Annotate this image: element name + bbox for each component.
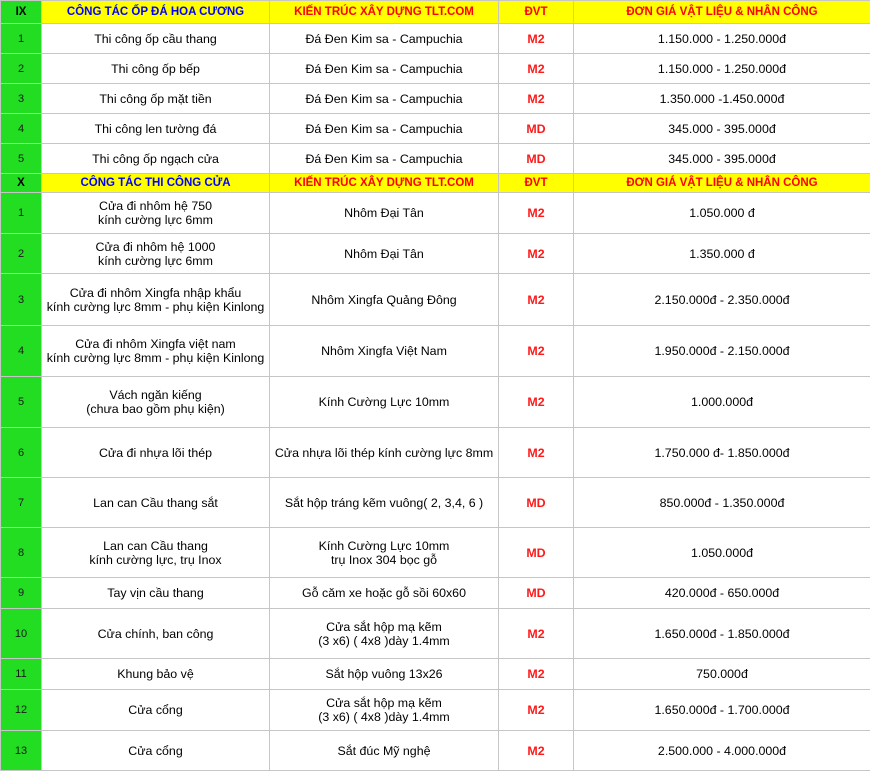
item-unit: M2 — [499, 690, 574, 731]
item-price: 1.150.000 - 1.250.000đ — [574, 24, 870, 54]
row-number: 1 — [1, 24, 42, 54]
item-price: 1.650.000đ - 1.850.000đ — [574, 609, 870, 659]
row-number: 9 — [1, 578, 42, 609]
brand-header: KIẾN TRÚC XÂY DỰNG TLT.COM — [270, 1, 499, 24]
unit-header: ĐVT — [499, 1, 574, 24]
table-row — [1, 274, 870, 326]
table-row — [1, 326, 870, 377]
item-name-line: Thi công len tường đá — [94, 121, 217, 136]
item-name — [42, 528, 270, 578]
item-material — [270, 377, 499, 428]
item-unit: MD — [499, 114, 574, 144]
row-number: 7 — [1, 478, 42, 528]
row-number: 11 — [1, 659, 42, 690]
item-material-line: Kính Cường Lực 10mm — [318, 538, 450, 553]
item-name-line: Cửa chính, ban công — [97, 626, 214, 641]
item-name — [42, 193, 270, 234]
section-number: IX — [1, 1, 42, 24]
item-name-line: Thi công ốp ngạch cửa — [92, 151, 219, 166]
item-price: 420.000đ - 650.000đ — [574, 578, 870, 609]
item-material-line: Sắt hộp tráng kẽm vuông( 2, 3,4, 6 ) — [284, 495, 484, 510]
item-price: 1.050.000đ — [574, 528, 870, 578]
item-unit: M2 — [499, 54, 574, 84]
item-material-line: Sắt đúc Mỹ nghệ — [337, 743, 431, 758]
row-number: 4 — [1, 326, 42, 377]
item-material-line: (3 x6) ( 4x8 )dày 1.4mm — [318, 633, 450, 648]
item-material — [270, 54, 499, 84]
item-material — [270, 144, 499, 174]
row-number: 8 — [1, 528, 42, 578]
table-row — [1, 234, 870, 274]
price-header: ĐƠN GIÁ VẬT LIỆU & NHÂN CÔNG — [574, 1, 870, 24]
item-name — [42, 114, 270, 144]
item-price: 2.500.000 - 4.000.000đ — [574, 731, 870, 771]
row-number: 1 — [1, 193, 42, 234]
item-unit: M2 — [499, 24, 574, 54]
row-number: 5 — [1, 144, 42, 174]
item-name-line: kính cường lực 6mm — [98, 253, 213, 268]
item-material-line: Gỗ căm xe hoặc gỗ sồi 60x60 — [302, 586, 466, 600]
item-name-line: Lan can Cầu thang sắt — [93, 495, 218, 510]
table-row — [1, 84, 870, 114]
item-name-line: Cửa đi nhôm Xingfa việt nam — [75, 337, 236, 351]
item-name-line: Cửa đi nhựa lõi thép — [98, 445, 213, 460]
item-name-line: Cửa cổng — [128, 743, 183, 758]
item-material-line: Cửa nhựa lõi thép kính cường lực 8mm — [274, 445, 494, 460]
item-price: 345.000 - 395.000đ — [574, 114, 870, 144]
item-name-line: Cửa đi nhôm Xingfa nhập khẩu — [69, 285, 242, 300]
item-name-line: Khung bảo vệ — [117, 667, 194, 681]
item-unit: MD — [499, 578, 574, 609]
table-row — [1, 609, 870, 659]
item-name — [42, 731, 270, 771]
item-price: 1.150.000 - 1.250.000đ — [574, 54, 870, 84]
item-name — [42, 428, 270, 478]
item-material-line: (3 x6) ( 4x8 )dày 1.4mm — [318, 710, 450, 724]
table-row — [1, 659, 870, 690]
table-row — [1, 114, 870, 144]
row-number: 2 — [1, 54, 42, 84]
item-name-line: Tay vịn cầu thang — [107, 586, 204, 600]
item-unit: M2 — [499, 731, 574, 771]
item-name-line: Cửa đi nhôm hệ 1000 — [95, 239, 216, 254]
section-title: CÔNG TÁC THI CÔNG CỬA — [42, 174, 270, 193]
item-name-line: Thi công ốp cầu thang — [94, 31, 217, 46]
item-material — [270, 578, 499, 609]
item-material-line: trụ Inox 304 bọc gỗ — [330, 552, 438, 567]
item-name — [42, 478, 270, 528]
section-header-row — [1, 1, 870, 24]
table-row — [1, 478, 870, 528]
item-name — [42, 144, 270, 174]
item-material-line: Nhôm Xingfa Quảng Đông — [311, 292, 457, 307]
item-price: 345.000 - 395.000đ — [574, 144, 870, 174]
item-material — [270, 428, 499, 478]
item-name-line: kính cường lực 8mm - phụ kiện Kinlong — [46, 351, 265, 365]
item-material — [270, 274, 499, 326]
item-material-line: Cửa sắt hộp mạ kẽm — [326, 619, 442, 634]
row-number: 13 — [1, 731, 42, 771]
item-name-line: kính cường lực 6mm — [98, 213, 213, 227]
item-name-line: Cửa đi nhôm hệ 750 — [99, 199, 212, 213]
item-price: 1.050.000 đ — [574, 193, 870, 234]
item-material — [270, 731, 499, 771]
item-name — [42, 274, 270, 326]
item-name-line: Thi công ốp bếp — [111, 61, 200, 76]
row-number: 3 — [1, 274, 42, 326]
item-name — [42, 578, 270, 609]
row-number: 3 — [1, 84, 42, 114]
item-material — [270, 114, 499, 144]
item-name — [42, 84, 270, 114]
item-price: 750.000đ — [574, 659, 870, 690]
item-name-line: Thi công ốp mặt tiền — [99, 91, 212, 106]
item-name — [42, 24, 270, 54]
item-name-line: Cửa cổng — [128, 703, 183, 717]
item-material — [270, 24, 499, 54]
price-header: ĐƠN GIÁ VẬT LIỆU & NHÂN CÔNG — [574, 174, 870, 193]
item-name — [42, 377, 270, 428]
item-material-line: Cửa sắt hộp mạ kẽm — [326, 696, 442, 710]
item-unit: M2 — [499, 234, 574, 274]
item-unit: MD — [499, 528, 574, 578]
row-number: 6 — [1, 428, 42, 478]
item-name — [42, 659, 270, 690]
row-number: 4 — [1, 114, 42, 144]
item-material — [270, 609, 499, 659]
item-price: 1.750.000 đ- 1.850.000đ — [574, 428, 870, 478]
item-name — [42, 690, 270, 731]
table-row — [1, 54, 870, 84]
item-price: 1.650.000đ - 1.700.000đ — [574, 690, 870, 731]
price-table-body — [1, 1, 870, 771]
item-price: 1.350.000 đ — [574, 234, 870, 274]
item-name-line: kính cường lực, trụ Inox — [89, 552, 222, 567]
table-row — [1, 528, 870, 578]
item-material-line: Kính Cường Lực 10mm — [318, 395, 450, 409]
item-material-line: Nhôm Xingfa Việt Nam — [321, 344, 447, 358]
item-material — [270, 659, 499, 690]
table-row — [1, 731, 870, 771]
table-row — [1, 377, 870, 428]
item-unit: M2 — [499, 659, 574, 690]
brand-header: KIẾN TRÚC XÂY DỰNG TLT.COM — [270, 174, 499, 193]
unit-header: ĐVT — [499, 174, 574, 193]
section-title: CÔNG TÁC ỐP ĐÁ HOA CƯƠNG — [42, 1, 270, 24]
item-name-line: Lan can Cầu thang — [103, 538, 208, 553]
table-row — [1, 193, 870, 234]
item-price: 2.150.000đ - 2.350.000đ — [574, 274, 870, 326]
table-row — [1, 690, 870, 731]
item-material-line: Đá Đen Kim sa - Campuchia — [305, 151, 463, 166]
item-material-line: Đá Đen Kim sa - Campuchia — [305, 91, 463, 106]
item-unit: M2 — [499, 377, 574, 428]
row-number: 5 — [1, 377, 42, 428]
item-material — [270, 690, 499, 731]
item-material-line: Nhôm Đại Tân — [344, 206, 424, 220]
item-unit: M2 — [499, 193, 574, 234]
item-material-line: Đá Đen Kim sa - Campuchia — [305, 31, 463, 46]
item-name — [42, 234, 270, 274]
item-material — [270, 84, 499, 114]
item-material — [270, 193, 499, 234]
item-unit: M2 — [499, 428, 574, 478]
item-material-line: Sắt hộp vuông 13x26 — [325, 667, 443, 681]
table-row — [1, 24, 870, 54]
row-number: 10 — [1, 609, 42, 659]
item-name — [42, 609, 270, 659]
table-row — [1, 578, 870, 609]
table-row — [1, 144, 870, 174]
item-name — [42, 326, 270, 377]
item-name-line: (chưa bao gồm phụ kiện) — [86, 402, 225, 416]
table-row — [1, 428, 870, 478]
item-unit: M2 — [499, 326, 574, 377]
item-name-line: Vách ngăn kiếng — [109, 388, 202, 402]
item-price: 1.950.000đ - 2.150.000đ — [574, 326, 870, 377]
item-price: 1.000.000đ — [574, 377, 870, 428]
row-number: 12 — [1, 690, 42, 731]
item-material — [270, 326, 499, 377]
section-header-row — [1, 174, 870, 193]
item-material — [270, 234, 499, 274]
item-name-line: kính cường lực 8mm - phụ kiện Kinlong — [46, 299, 265, 314]
row-number: 2 — [1, 234, 42, 274]
item-price: 1.350.000 -1.450.000đ — [574, 84, 870, 114]
item-unit: M2 — [499, 274, 574, 326]
item-unit: M2 — [499, 84, 574, 114]
item-name — [42, 54, 270, 84]
item-unit: MD — [499, 144, 574, 174]
section-number: X — [1, 174, 42, 193]
item-material-line: Đá Đen Kim sa - Campuchia — [305, 121, 463, 136]
item-material — [270, 478, 499, 528]
item-material-line: Đá Đen Kim sa - Campuchia — [305, 61, 463, 76]
item-material-line: Nhôm Đại Tân — [344, 246, 424, 261]
item-unit: M2 — [499, 609, 574, 659]
item-material — [270, 528, 499, 578]
item-price: 850.000đ - 1.350.000đ — [574, 478, 870, 528]
item-unit: MD — [499, 478, 574, 528]
